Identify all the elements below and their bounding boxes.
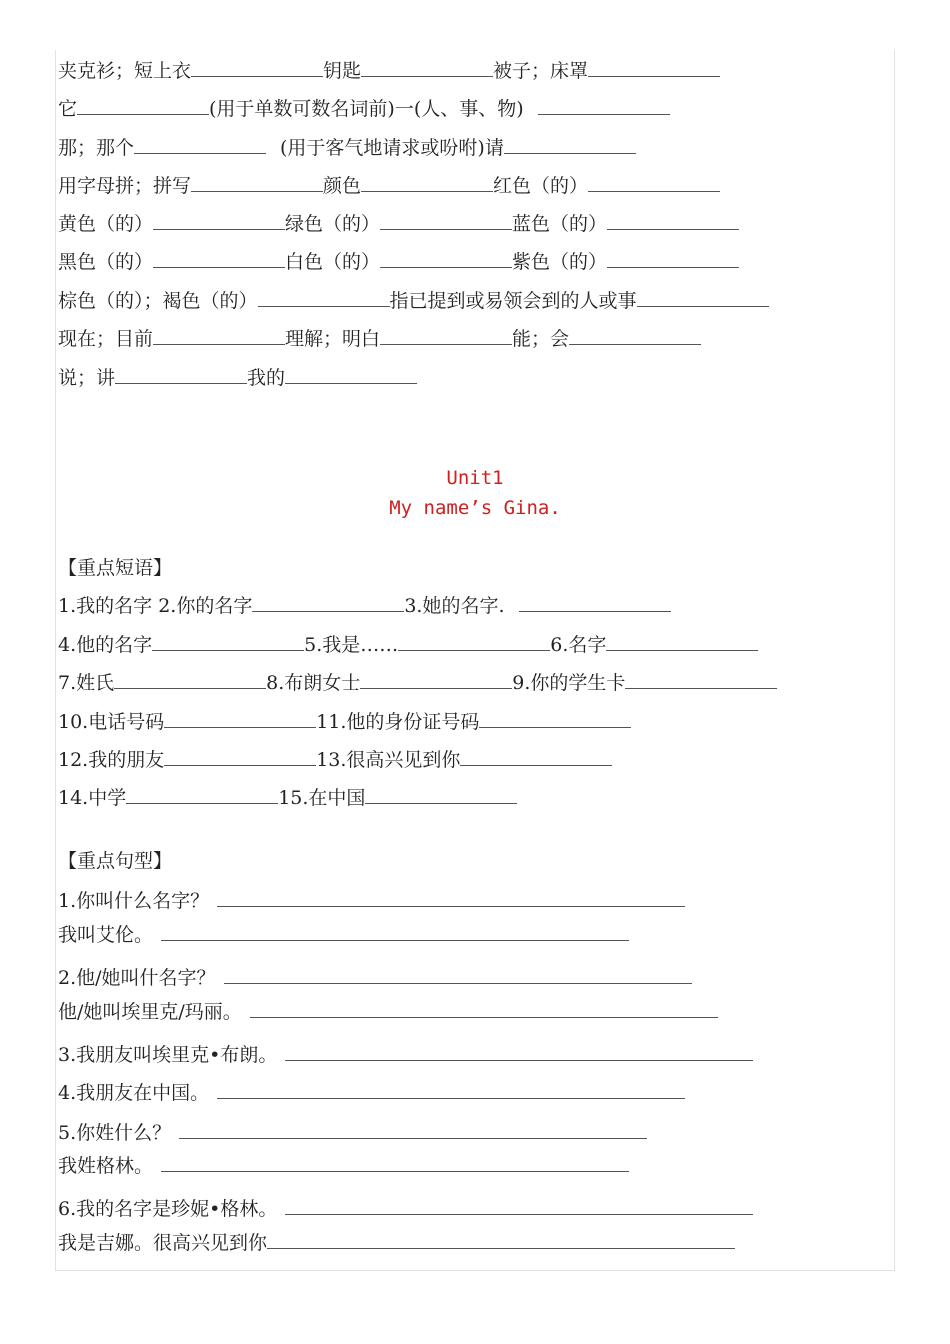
phrase-line-6 bbox=[58, 783, 517, 813]
sentence-line bbox=[58, 1118, 647, 1148]
vocab-word: 棕色（的）；褐色（的） bbox=[58, 290, 258, 312]
phrase-item: 9.你的学生卡 bbox=[512, 672, 626, 694]
answer-blank[interactable] bbox=[360, 668, 512, 689]
answer-blank[interactable] bbox=[191, 56, 323, 77]
phrase-item: 15.在中国 bbox=[278, 787, 366, 809]
vocab-line-1 bbox=[58, 56, 720, 86]
sentence-item: 我是吉娜。很高兴见到你 bbox=[58, 1232, 268, 1254]
vocab-word: 黑色（的） bbox=[58, 251, 154, 273]
answer-blank[interactable] bbox=[380, 324, 512, 345]
answer-blank[interactable] bbox=[252, 591, 404, 612]
vocab-word: 那；那个 bbox=[58, 137, 135, 159]
phrase-item: 13.很高兴见到你 bbox=[316, 749, 461, 771]
phrase-item: 2.你的名字 bbox=[158, 595, 253, 617]
answer-blank[interactable] bbox=[179, 1118, 647, 1139]
vocab-word: 红色（的） bbox=[493, 175, 589, 197]
answer-blank[interactable] bbox=[161, 920, 629, 941]
unit-title: Unit1 bbox=[446, 467, 504, 489]
phrase-line-4 bbox=[58, 707, 631, 737]
vocab-line-3 bbox=[58, 133, 636, 163]
answer-blank[interactable] bbox=[153, 209, 285, 230]
phrase-item: 7.姓氏 bbox=[58, 672, 115, 694]
vocab-word: 说；讲 bbox=[58, 367, 116, 389]
answer-blank[interactable] bbox=[538, 94, 670, 115]
phrase-line-2 bbox=[58, 630, 758, 660]
answer-blank[interactable] bbox=[504, 133, 636, 154]
sentence-item: 2.他/她叫什名字？ bbox=[58, 967, 216, 989]
sentence-item: 1.你叫什么名字？ bbox=[58, 890, 210, 912]
vocab-word: 紫色（的） bbox=[512, 251, 608, 273]
sentence-line bbox=[58, 1228, 735, 1258]
answer-blank[interactable] bbox=[217, 1078, 685, 1099]
answer-blank[interactable] bbox=[152, 630, 304, 651]
answer-blank[interactable] bbox=[380, 209, 512, 230]
answer-blank[interactable] bbox=[285, 363, 417, 384]
answer-blank[interactable] bbox=[161, 1151, 629, 1172]
phrase-line-5 bbox=[58, 745, 612, 775]
answer-blank[interactable] bbox=[224, 963, 692, 984]
answer-blank[interactable] bbox=[258, 286, 390, 307]
vocab-line-2 bbox=[58, 94, 670, 124]
sentence-line bbox=[58, 1078, 685, 1108]
answer-blank[interactable] bbox=[77, 94, 209, 115]
phrase-item: 6.名字 bbox=[550, 634, 607, 656]
vocab-word: 现在；目前 bbox=[58, 328, 154, 350]
vocab-word: 黄色（的） bbox=[58, 213, 154, 235]
sentence-line bbox=[58, 920, 629, 950]
sentence-line bbox=[58, 1151, 629, 1181]
phrase-item: 12.我的朋友 bbox=[58, 749, 165, 771]
vocab-line-8 bbox=[58, 324, 701, 354]
vocab-line-9 bbox=[58, 363, 417, 393]
vocab-word: 白色（的） bbox=[285, 251, 381, 273]
answer-blank[interactable] bbox=[126, 783, 278, 804]
phrase-line-1 bbox=[58, 591, 671, 621]
phrases-heading: 【重点短语】 bbox=[58, 557, 173, 579]
answer-blank[interactable] bbox=[217, 886, 685, 907]
sentence-item: 他/她叫埃里克/玛丽。 bbox=[58, 1001, 242, 1023]
answer-blank[interactable] bbox=[637, 286, 769, 307]
sentence-item: 5.你姓什么？ bbox=[58, 1122, 172, 1144]
answer-blank[interactable] bbox=[607, 247, 739, 268]
sentence-item: 3.我朋友叫埃里克•布朗。 bbox=[58, 1044, 278, 1066]
answer-blank[interactable] bbox=[164, 707, 316, 728]
answer-blank[interactable] bbox=[285, 1194, 753, 1215]
vocab-word: 绿色（的） bbox=[285, 213, 381, 235]
answer-blank[interactable] bbox=[191, 171, 323, 192]
phrase-item: 4.他的名字 bbox=[58, 634, 153, 656]
sentence-line bbox=[58, 886, 685, 916]
answer-blank[interactable] bbox=[588, 56, 720, 77]
vocab-word: 我的 bbox=[247, 367, 286, 389]
answer-blank[interactable] bbox=[114, 668, 266, 689]
vocab-word: (用于客气地请求或吩咐)请 bbox=[280, 137, 504, 159]
sentence-line bbox=[58, 1194, 753, 1224]
vocab-line-4 bbox=[58, 171, 720, 201]
phrase-item: 3.她的名字. bbox=[404, 595, 505, 617]
phrase-item: 5.我是…… bbox=[304, 634, 399, 656]
phrase-item: 14.中学 bbox=[58, 787, 127, 809]
answer-blank[interactable] bbox=[250, 997, 718, 1018]
answer-blank[interactable] bbox=[285, 1040, 753, 1061]
answer-blank[interactable] bbox=[569, 324, 701, 345]
vocab-word: (用于单数可数名词前)一(人、事、物) bbox=[209, 98, 524, 120]
answer-blank[interactable] bbox=[460, 745, 612, 766]
sentence-line bbox=[58, 963, 692, 993]
answer-blank[interactable] bbox=[625, 668, 777, 689]
sentence-item: 4.我朋友在中国。 bbox=[58, 1082, 210, 1104]
answer-blank[interactable] bbox=[361, 171, 493, 192]
vocab-word: 理解；明白 bbox=[285, 328, 381, 350]
answer-blank[interactable] bbox=[588, 171, 720, 192]
answer-blank[interactable] bbox=[479, 707, 631, 728]
vocab-word: 指已提到或易领会到的人或事 bbox=[389, 290, 637, 312]
phrase-line-3 bbox=[58, 668, 777, 698]
answer-blank[interactable] bbox=[153, 324, 285, 345]
vocab-line-6 bbox=[58, 247, 739, 277]
vocab-line-5 bbox=[58, 209, 739, 239]
vocab-word: 蓝色（的） bbox=[512, 213, 608, 235]
answer-blank[interactable] bbox=[164, 745, 316, 766]
answer-blank[interactable] bbox=[398, 630, 550, 651]
answer-blank[interactable] bbox=[134, 133, 266, 154]
answer-blank[interactable] bbox=[267, 1228, 735, 1249]
answer-blank[interactable] bbox=[607, 209, 739, 230]
vocab-word: 能；会 bbox=[512, 328, 570, 350]
answer-blank[interactable] bbox=[380, 247, 512, 268]
vocab-line-7 bbox=[58, 286, 769, 316]
sentences-heading: 【重点句型】 bbox=[58, 850, 173, 872]
sentence-line bbox=[58, 1040, 753, 1070]
answer-blank[interactable] bbox=[606, 630, 758, 651]
sentence-line bbox=[58, 997, 718, 1027]
vocab-word: 钥匙 bbox=[323, 60, 362, 82]
phrase-item: 11.他的身份证号码 bbox=[316, 711, 480, 733]
sentence-item: 6.我的名字是珍妮•格林。 bbox=[58, 1198, 278, 1220]
vocab-word: 用字母拼；拼写 bbox=[58, 175, 192, 197]
vocab-word: 颜色 bbox=[323, 175, 362, 197]
answer-blank[interactable] bbox=[153, 247, 285, 268]
vocab-word: 它 bbox=[58, 98, 78, 120]
sentence-item: 我叫艾伦。 bbox=[58, 924, 154, 946]
vocab-word: 被子；床罩 bbox=[493, 60, 589, 82]
answer-blank[interactable] bbox=[115, 363, 247, 384]
phrase-item: 8.布朗女士 bbox=[266, 672, 361, 694]
phrase-item: 1.我的名字 bbox=[58, 595, 153, 617]
unit-subtitle: My name’s Gina. bbox=[389, 497, 561, 519]
answer-blank[interactable] bbox=[519, 591, 671, 612]
answer-blank[interactable] bbox=[361, 56, 493, 77]
sentence-item: 我姓格林。 bbox=[58, 1155, 154, 1177]
answer-blank[interactable] bbox=[365, 783, 517, 804]
phrase-item: 10.电话号码 bbox=[58, 711, 165, 733]
vocab-word: 夹克衫；短上衣 bbox=[58, 60, 192, 82]
